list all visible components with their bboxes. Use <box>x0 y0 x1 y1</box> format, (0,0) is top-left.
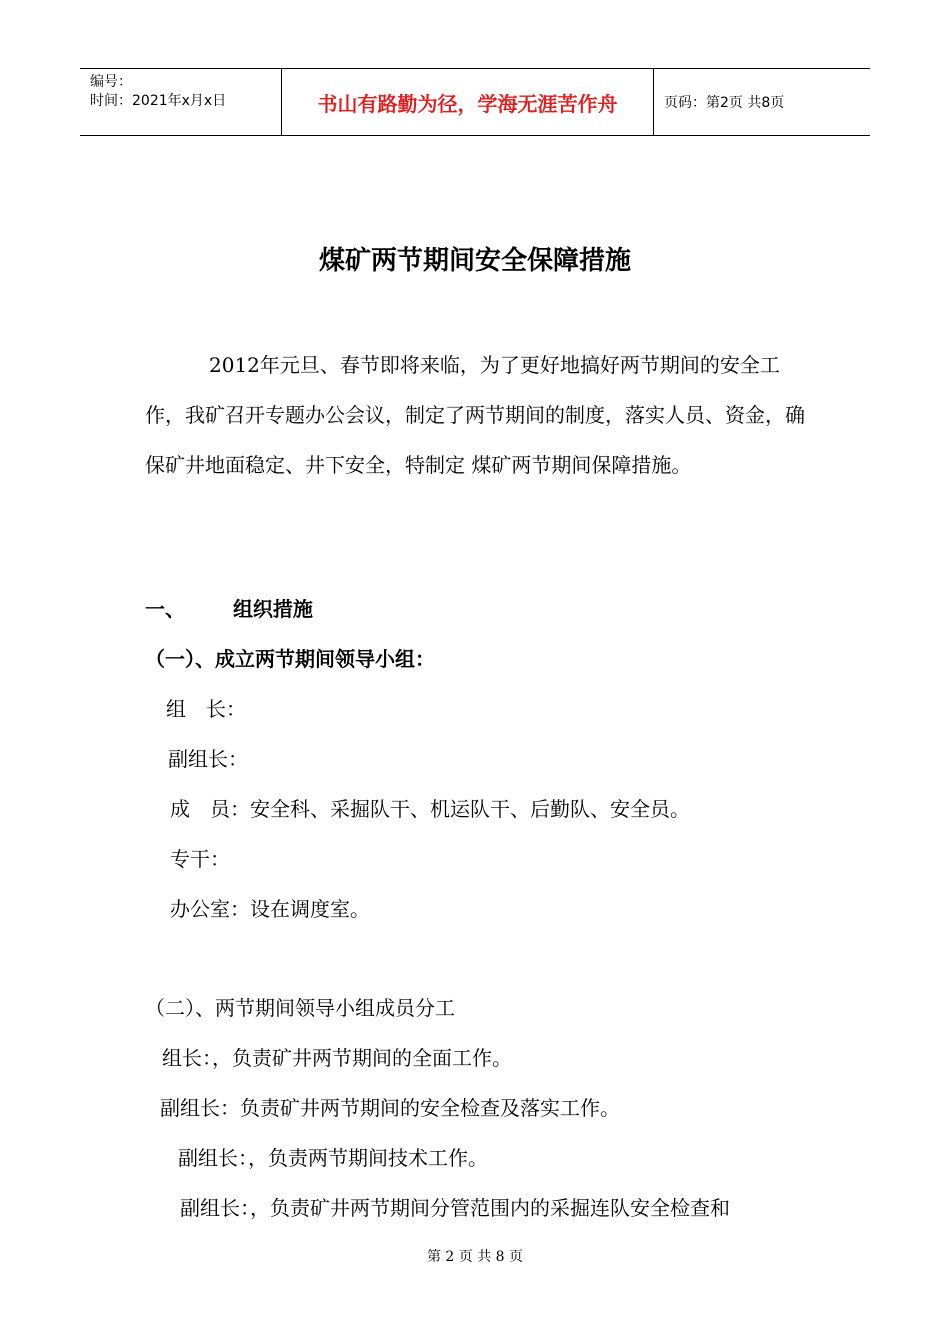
deputy-leader-line: 副组长： <box>168 747 248 771</box>
subsection-1-title: （一）、成立两节期间领导小组： <box>145 647 435 671</box>
date-label: 时间：2021年x月x日 <box>90 93 227 109</box>
intro-paragraph: 2012年元旦、春节即将来临，为了更好地搞好两节期间的安全工作，我矿召开专题办公会议，制定了两节期间的制度，落实人员、资金，确保矿井地面稳定、井下安全，特制定 煤矿两节期间保障措施。 <box>145 353 805 477</box>
header-motto: 书山有路勤为径，学海无涯苦作舟 <box>281 69 654 135</box>
section-number: 一、 <box>145 597 185 621</box>
duty-leader-line: 组长：，负责矿井两节期间的全面工作。 <box>162 1046 512 1070</box>
duty-deputy-3-line: 副组长：，负责矿井两节期间分管范围内的采掘连队安全检查和 <box>180 1196 730 1220</box>
section-title: 组织措施 <box>232 597 313 621</box>
duty-deputy-2-line: 副组长：，负责两节期间技术工作。 <box>178 1146 488 1170</box>
group-leader-line: 组 长： <box>166 697 246 721</box>
subsection-2-title: （二）、两节期间领导小组成员分工 <box>145 996 455 1020</box>
document-header <box>80 68 870 136</box>
duty-deputy-1-line: 副组长：负责矿井两节期间的安全检查及落实工作。 <box>160 1096 620 1120</box>
document-title: 煤矿两节期间安全保障措施 <box>318 246 631 276</box>
members-line: 成 员：安全科、采掘队干、机运队干、后勤队、安全员。 <box>170 797 690 821</box>
specialist-line: 专干： <box>170 847 230 871</box>
page-footer: 第 2 页 共 8 页 <box>426 1249 524 1265</box>
header-meta <box>80 69 281 135</box>
office-line: 办公室：设在调度室。 <box>170 897 370 921</box>
number-label: 编号： <box>90 74 132 90</box>
section-heading <box>145 594 313 624</box>
header-page-info: 页码：第2页 共8页 <box>664 95 785 111</box>
